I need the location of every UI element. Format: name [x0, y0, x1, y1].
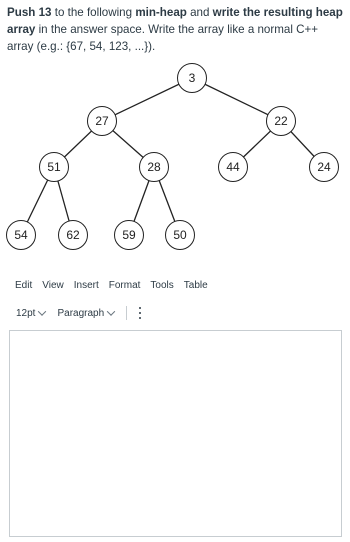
heap-node-6: 24: [309, 152, 339, 182]
question-text-1: to the following: [54, 6, 133, 19]
heap-node-1: 27: [87, 106, 117, 136]
question-text-3: in the answer space. Write the array like a normal C++ array (e.g.: {67, 54, 123, ...}).: [7, 23, 319, 53]
heap-node-9: 59: [114, 220, 144, 250]
font-size-value: 12pt: [16, 307, 36, 319]
heap-node-0: 3: [177, 63, 207, 93]
block-format-select[interactable]: [57, 308, 114, 319]
menu-table[interactable]: Table: [183, 280, 208, 291]
heap-node-3: 51: [39, 152, 69, 182]
menu-format[interactable]: Format: [108, 280, 141, 291]
question-instruction: write the resulting heap array: [7, 6, 343, 36]
heap-diagram: [0, 60, 350, 260]
menu-insert[interactable]: Insert: [73, 280, 99, 291]
heap-node-5: 44: [218, 152, 248, 182]
question-heap-name: min-heap: [135, 6, 187, 19]
block-format-value: Paragraph: [57, 307, 105, 319]
menu-edit[interactable]: Edit: [15, 280, 33, 291]
heap-node-2: 22: [266, 106, 296, 136]
question-push: Push: [7, 6, 36, 19]
question-text-2: and: [190, 6, 210, 19]
heap-node-4: 28: [139, 152, 169, 182]
editor-toolbar: [16, 305, 141, 321]
menu-view[interactable]: View: [42, 280, 64, 291]
question-value: 13: [38, 6, 52, 19]
question-text: [7, 4, 345, 55]
font-size-select[interactable]: [16, 308, 45, 319]
answer-editor[interactable]: [9, 330, 342, 537]
editor-menubar: [15, 280, 208, 291]
heap-node-8: 62: [58, 220, 88, 250]
heap-node-7: 54: [6, 220, 36, 250]
chevron-down-icon: [107, 307, 115, 315]
chevron-down-icon: [38, 307, 46, 315]
toolbar-separator: [126, 306, 127, 320]
more-vertical-icon[interactable]: [139, 307, 141, 319]
menu-tools[interactable]: Tools: [150, 280, 174, 291]
heap-node-10: 50: [165, 220, 195, 250]
